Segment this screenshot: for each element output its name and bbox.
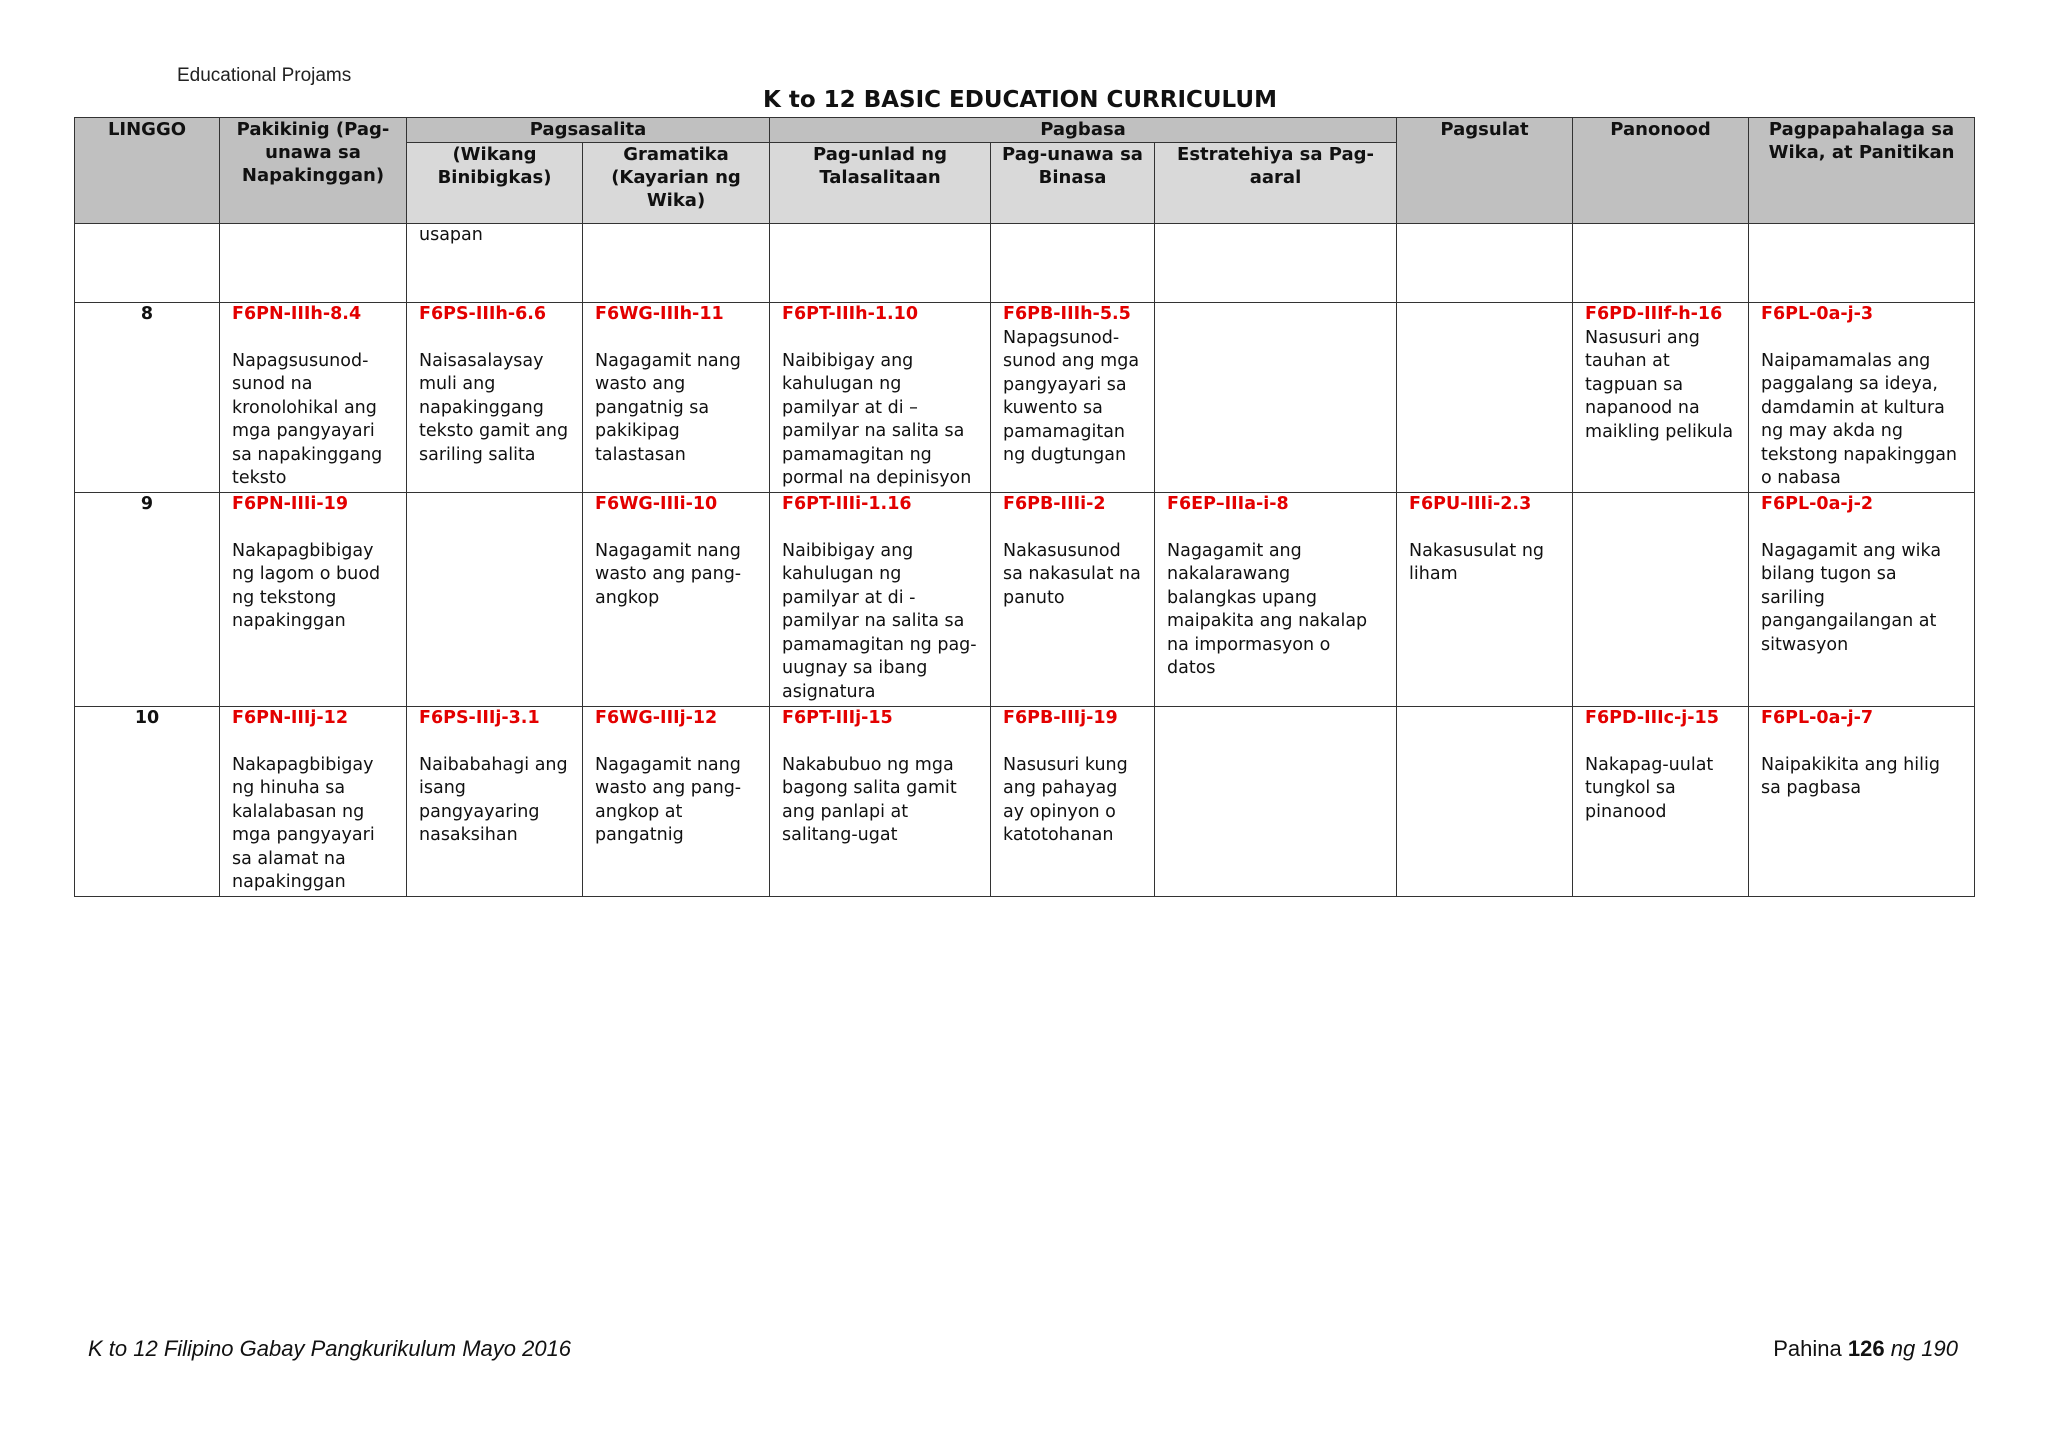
cell-pakikinig [220, 493, 407, 707]
header-linggo: LINGGO [75, 118, 220, 224]
competency-code: F6EP–IIIa-i-8 [1167, 494, 1289, 514]
cell-estratehiya [1155, 707, 1397, 897]
competency-code: F6PB-IIIi-2 [1003, 494, 1106, 514]
page-word: Pahina [1773, 1336, 1842, 1361]
competency-text: Nakasusunod sa nakasulat na panuto [1003, 540, 1141, 608]
cell-pagsasalita [407, 303, 583, 493]
competency-code: F6PD-IIIc-j-15 [1585, 708, 1719, 728]
cell-panonood [1573, 493, 1749, 707]
total-pages: ng 190 [1890, 1336, 1958, 1361]
competency-code: F6PD-IIIf-h-16 [1585, 304, 1723, 324]
cell-pakikinig [220, 303, 407, 493]
competency-code: F6PL-0a-j-7 [1761, 708, 1874, 728]
cell [220, 224, 407, 303]
competency-code: F6PN-IIIi-19 [232, 494, 349, 514]
cell [991, 224, 1155, 303]
competency-text: Nasusuri kung ang pahayag ay opinyon o katotohanan [1003, 754, 1128, 845]
competency-code: F6WG-IIIh-11 [595, 304, 724, 324]
cell-pagsasalita [407, 493, 583, 707]
footer-document-name: K to 12 Filipino Gabay Pangkurikulum Mayo 2016 [88, 1336, 572, 1361]
competency-text: Nakasusulat ng liham [1409, 540, 1545, 584]
cell-pagsulat [1397, 303, 1573, 493]
cell-pagsulat [1397, 493, 1573, 707]
cell-pagpapahalaga [1749, 493, 1975, 707]
competency-text: Nagagamit nang wasto ang pang-angkop [595, 540, 742, 608]
table-row-continuation [75, 224, 1975, 303]
competency-code: F6PS-IIIh-6.6 [419, 304, 547, 324]
cell-gramatika [583, 493, 770, 707]
competency-code: F6PT-IIIh-1.10 [782, 304, 919, 324]
cell [1397, 224, 1573, 303]
competency-text: Naibibigay ang kahulugan ng pamilyar at di - pamilyar na salita sa pamamagitan ng pag-uugnay sa ibang asignatura [782, 540, 977, 702]
cell [1573, 224, 1749, 303]
competency-text: Napagsunod-sunod ang mga pangyayari sa kuwento sa pamamagitan ng dugtungan [1003, 327, 1140, 465]
cell-talasalitaan [770, 707, 991, 897]
cell-pagsasalita-continued: usapan [407, 224, 583, 303]
competency-text: Nagagamit ang nakalarawang balangkas upang maipakita ang nakalap na impormasyon o datos [1167, 540, 1368, 678]
cell-estratehiya [1155, 493, 1397, 707]
week-number: 10 [75, 707, 220, 897]
competency-text: Nagagamit nang wasto ang pangatnig sa pakikipag talastasan [595, 350, 741, 465]
competency-code: F6PS-IIIj-3.1 [419, 708, 540, 728]
header-panonood: Panonood [1573, 118, 1749, 224]
competency-code: F6PB-IIIj-19 [1003, 708, 1118, 728]
cell-binasa [991, 493, 1155, 707]
cell [583, 224, 770, 303]
competency-text: Naisasalaysay muli ang napakinggang teksto gamit ang sariling salita [419, 350, 569, 465]
competency-code: F6PL-0a-j-3 [1761, 304, 1874, 324]
competency-text: Naipakikita ang hilig sa pagbasa [1761, 754, 1940, 798]
header-pag-unawa-binasa: Pag-unawa sa Binasa [991, 143, 1155, 224]
cell-talasalitaan [770, 303, 991, 493]
cell-estratehiya [1155, 303, 1397, 493]
competency-code: F6PT-IIIi-1.16 [782, 494, 912, 514]
cell [1155, 224, 1397, 303]
competency-text: Nagagamit ang wika bilang tugon sa sariling pangangailangan at sitwasyon [1761, 540, 1942, 655]
header-pagsulat: Pagsulat [1397, 118, 1573, 224]
cell-gramatika [583, 707, 770, 897]
header-pagbasa: Pagbasa [770, 118, 1397, 143]
competency-code: F6PU-IIIi-2.3 [1409, 494, 1532, 514]
competency-code: F6PN-IIIj-12 [232, 708, 349, 728]
footer-page-number [1773, 1336, 1958, 1362]
watermark-text: Educational Projams [177, 65, 352, 86]
header-wikang-binibigkas: (Wikang Binibigkas) [407, 143, 583, 224]
week-number: 8 [75, 303, 220, 493]
cell-panonood [1573, 707, 1749, 897]
curriculum-table [74, 117, 1975, 897]
current-page: 126 [1847, 1336, 1885, 1361]
competency-code: F6PB-IIIh-5.5 [1003, 304, 1131, 324]
header-pagsasalita: Pagsasalita [407, 118, 770, 143]
table-row-week-9 [75, 493, 1975, 707]
week-number: 9 [75, 493, 220, 707]
competency-text: Naibabahagi ang isang pangyayaring nasaksihan [419, 754, 568, 845]
header-pakikinig: Pakikinig (Pag-unawa sa Napakinggan) [220, 118, 407, 224]
competency-code: F6WG-IIIi-10 [595, 494, 718, 514]
header-pagpapahalaga: Pagpapahalaga sa Wika, at Panitikan [1749, 118, 1975, 224]
cell-pagpapahalaga [1749, 303, 1975, 493]
cell-pagsulat [1397, 707, 1573, 897]
cell-talasalitaan [770, 493, 991, 707]
header-talasalitaan: Pag-unlad ng Talasalitaan [770, 143, 991, 224]
cell-binasa [991, 303, 1155, 493]
competency-text: Naipamamalas ang paggalang sa ideya, damdamin at kultura ng may akda ng tekstong napakinggan o nabasa [1761, 350, 1958, 488]
header-estratehiya: Estratehiya sa Pag-aaral [1155, 143, 1397, 224]
competency-text: Nakapagbibigay ng lagom o buod ng tekstong napakinggan [232, 540, 381, 631]
table-row-week-8 [75, 303, 1975, 493]
competency-text: Nakabubuo ng mga bagong salita gamit ang panlapi at salitang-ugat [782, 754, 957, 845]
competency-text: Nakapag-uulat tungkol sa pinanood [1585, 754, 1714, 822]
header-gramatika: Gramatika (Kayarian ng Wika) [583, 143, 770, 224]
cell-pakikinig [220, 707, 407, 897]
cell-pagpapahalaga [1749, 707, 1975, 897]
cell-panonood [1573, 303, 1749, 493]
competency-code: F6WG-IIIj-12 [595, 708, 718, 728]
cell-gramatika [583, 303, 770, 493]
competency-text: Nasusuri ang tauhan at tagpuan sa napanood na maikling pelikula [1585, 327, 1734, 442]
competency-text: Napagsusunod-sunod na kronolohikal ang mga pangyayari sa napakinggang teksto [232, 350, 383, 488]
competency-text: Nakapagbibigay ng hinuha sa kalalabasan ng mga pangyayari sa alamat na napakinggan [232, 754, 375, 892]
competency-text: Nagagamit nang wasto ang pang-angkop at pangatnig [595, 754, 742, 845]
competency-text: Naibibigay ang kahulugan ng pamilyar at di – pamilyar na salita sa pamamagitan ng pormal na depinisyon [782, 350, 972, 488]
page-title: K to 12 BASIC EDUCATION CURRICULUM [763, 87, 1277, 113]
cell-binasa [991, 707, 1155, 897]
competency-code: F6PN-IIIh-8.4 [232, 304, 362, 324]
competency-code: F6PT-IIIj-15 [782, 708, 893, 728]
table-row-week-10 [75, 707, 1975, 897]
cell [1749, 224, 1975, 303]
cell [770, 224, 991, 303]
cell-pagsasalita [407, 707, 583, 897]
cell [75, 224, 220, 303]
competency-code: F6PL-0a-j-2 [1761, 494, 1874, 514]
